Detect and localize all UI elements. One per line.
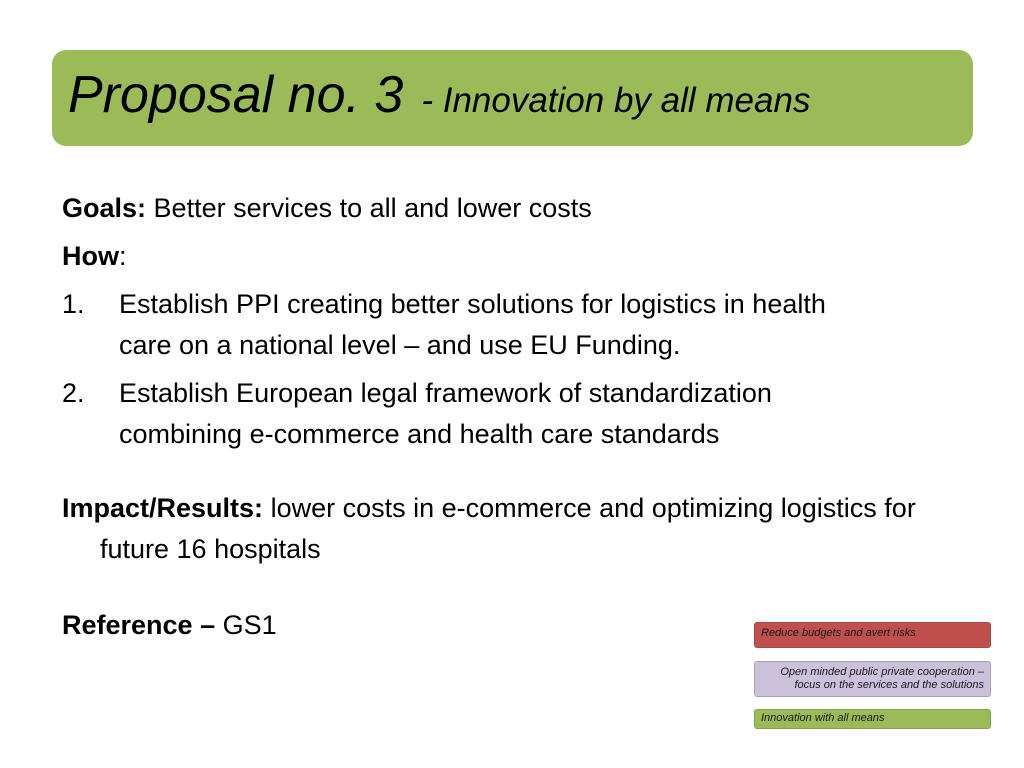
goals-text: Better services to all and lower costs [153,193,592,223]
step-text-line: care on a national level – and use EU Funding. [119,330,681,360]
impact-text: lower costs in e-commerce and optimizing logistics for future 16 hospitals [100,493,916,564]
legend-line: focus on the services and the solutions [794,679,984,691]
goals-label: Goals: [62,193,147,223]
legend-public-private [754,661,991,697]
slide-title [68,65,810,125]
step-item-1 [62,284,962,366]
legend-innovation: Innovation with all means [754,709,991,729]
step-text-line: Establish PPI creating better solutions for logistics in health [119,289,826,319]
title-banner [52,50,973,146]
step-number: 2. [62,378,85,408]
how-colon: : [119,241,127,271]
step-text-line: combining e-commerce and health care standards [119,419,720,449]
reference-text: GS1 [222,610,277,640]
legend-line: Open minded public private cooperation – [780,666,984,678]
step-item-2 [62,373,962,455]
legend-reduce-budgets: Reduce budgets and avert risks [754,622,991,648]
slide-body [62,188,962,646]
goals-line [62,188,962,229]
how-line [62,236,962,277]
step-text-line: Establish European legal framework of standardization [119,378,772,408]
title-subtitle: - Innovation by all means [421,81,811,120]
how-label: How [62,241,119,271]
title-main: Proposal no. 3 [68,66,404,124]
step-number: 1. [62,289,85,319]
impact-label: Impact/Results: [62,493,264,523]
reference-label: Reference – [62,610,216,640]
impact-line [62,488,962,570]
